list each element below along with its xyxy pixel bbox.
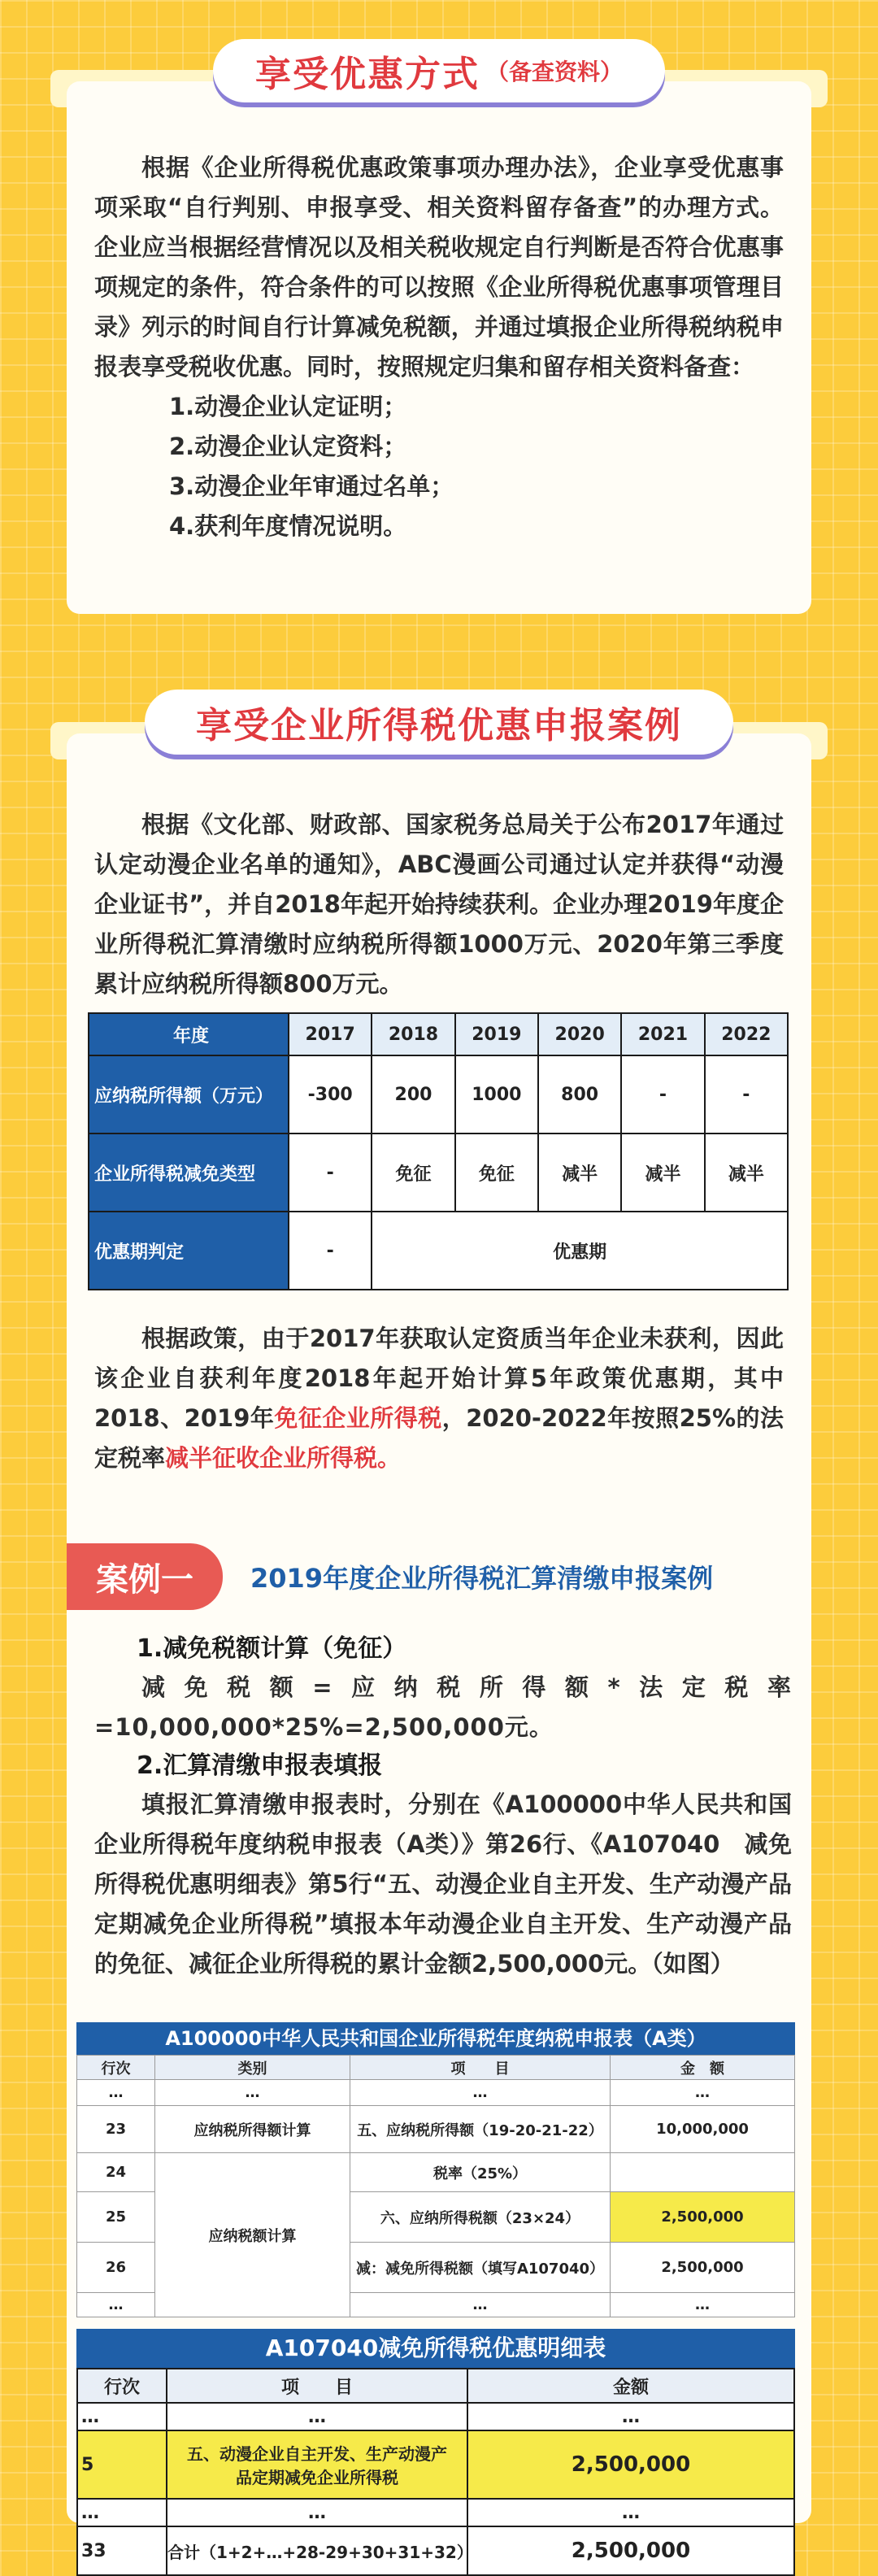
ellipsis-cell: …	[77, 2293, 155, 2317]
section1-card	[67, 81, 811, 614]
type-cell: 减半	[538, 1134, 621, 1212]
section1-paragraph: 根据《企业所得税优惠政策事项办理办法》，企业享受优惠事项采取“自行判别、申报享受、相关资料留存备查”的办理方式。企业应当根据经营情况以及相关税收规定自行判断是否符合优惠事项规定的条件，符合条件的可以按照《企业所得税优惠事项管理目录》列示的时间自行计算减免税额，并通过填报企业所得税纳税申报表享受税收优惠。同时，按照规定归集和留存相关资料备查：	[94, 154, 784, 381]
list-item: 2.动漫企业认定资料；	[169, 433, 407, 460]
amount-cell	[611, 2153, 795, 2192]
type-cell: 免征	[372, 1134, 454, 1212]
list-item: 4.获利年度情况说明。	[169, 512, 407, 540]
col-header: 项 目	[167, 2369, 467, 2403]
ellipsis-cell: …	[467, 2403, 794, 2430]
table-row	[77, 2369, 794, 2403]
table-row-highlight	[77, 2430, 794, 2499]
case1-heading1: 1.减免税额计算（免征）	[137, 1634, 407, 1663]
table-row	[77, 2403, 794, 2430]
year-cell: 2022	[705, 1013, 788, 1055]
row-no: 25	[77, 2192, 155, 2243]
section2-intro	[94, 805, 784, 1004]
table-row	[77, 2153, 795, 2192]
amount-cell: 2,500,000	[467, 2526, 794, 2575]
item-cell: 合计（1+2+…+28-29+30+31+32）	[167, 2526, 467, 2575]
table-row	[77, 2080, 795, 2106]
case1-heading2: 2.汇算清缴申报表填报	[137, 1751, 383, 1780]
row-label-period: 优惠期判定	[89, 1212, 289, 1290]
case1-paragraph: 填报汇算清缴申报表时，分别在《A100000中华人民共和国企业所得税年度纳税申报表（A类）》第26行、《A107040 减免所得税优惠明细表》第5行“五、动漫企业自主开发、生产动漫产品定期减免企业所得税”填报本年动漫企业自主开发、生产动漫产品的免征、减征企业所得税的累计金额2,500,000元。（如图）	[94, 1791, 792, 1978]
row-label-income: 应纳税所得额（万元）	[89, 1055, 289, 1134]
list-item: 3.动漫企业年审通过名单；	[169, 472, 454, 500]
income-cell: 200	[372, 1055, 454, 1134]
row-no: 26	[77, 2243, 155, 2293]
case1-formula: 减免税额=应纳税所得额*法定税率=10,000,000*25%=2,500,000元。	[94, 1673, 792, 1741]
row-no: 33	[77, 2526, 167, 2575]
row-no: 23	[77, 2106, 155, 2153]
income-cell: -	[705, 1055, 788, 1134]
item-cell: 减：减免所得税额（填写A107040）	[350, 2243, 611, 2293]
amount-cell-highlight: 2,500,000	[611, 2192, 795, 2243]
section1-subtitle: （备查资料）	[485, 59, 623, 85]
table-row	[77, 2106, 795, 2153]
table-row	[89, 1013, 788, 1055]
col-header: 行次	[77, 2056, 155, 2080]
row-no: 24	[77, 2153, 155, 2192]
row-label-type: 企业所得税减免类型	[89, 1134, 289, 1212]
year-cell: 2019	[455, 1013, 538, 1055]
table-row	[89, 1212, 788, 1290]
section2-paragraph1: 根据《文化部、财政部、国家税务总局关于公布2017年通过认定动漫企业名单的通知》，ABC漫画公司通过认定并获得“动漫企业证书”，并自2018年起开始持续获利。企业办理2019年度企业所得税汇算清缴时应纳税所得额1000万元、2020年第三季度累计应纳税所得额800万元。	[94, 811, 784, 998]
type-cell: 减半	[705, 1134, 788, 1212]
ellipsis-cell: …	[77, 2403, 167, 2430]
section1-body	[94, 148, 784, 546]
col-header: 金额	[467, 2369, 794, 2403]
period-cell: -	[289, 1212, 372, 1290]
a100000-table-title: A100000中华人民共和国企业所得税年度纳税申报表（A类）	[76, 2022, 795, 2055]
ellipsis-cell: …	[167, 2403, 467, 2430]
year-cell: 2018	[372, 1013, 454, 1055]
year-cell: 2021	[621, 1013, 704, 1055]
table-gap	[76, 2317, 795, 2329]
section2-paragraph2	[94, 1319, 784, 1478]
policy-highlight-exempt: 免征企业所得税	[274, 1404, 442, 1432]
row-no: 5	[77, 2430, 167, 2499]
ellipsis-cell: …	[611, 2080, 795, 2106]
table-row	[77, 2056, 795, 2080]
a100000-table	[76, 2055, 795, 2317]
col-header: 项 目	[350, 2056, 611, 2080]
header-year: 年度	[89, 1013, 289, 1055]
income-cell: -	[621, 1055, 704, 1134]
income-cell: 800	[538, 1055, 621, 1134]
table-row	[77, 2526, 794, 2575]
a100000-table-wrap	[76, 2022, 795, 2576]
policy-highlight-half: 减半征收企业所得税。	[165, 1444, 402, 1472]
col-header: 行次	[77, 2369, 167, 2403]
a107040-table	[76, 2368, 795, 2576]
category-cell: 应纳税额计算	[155, 2153, 350, 2317]
ellipsis-cell: …	[350, 2293, 611, 2317]
ellipsis-cell: …	[467, 2499, 794, 2526]
item-cell: 五、动漫企业自主开发、生产动漫产品定期减免企业所得税	[167, 2430, 467, 2499]
section2-title: 享受企业所得税优惠申报案例	[196, 705, 682, 746]
table-row	[77, 2499, 794, 2526]
income-cell: -300	[289, 1055, 372, 1134]
years-table	[88, 1012, 789, 1290]
type-cell: 免征	[455, 1134, 538, 1212]
case-title: 2019年度企业所得税汇算清缴申报案例	[250, 1563, 714, 1594]
amount-cell: 2,500,000	[611, 2243, 795, 2293]
list-item: 1.动漫企业认定证明；	[169, 393, 407, 420]
year-cell: 2017	[289, 1013, 372, 1055]
amount-cell: 10,000,000	[611, 2106, 795, 2153]
ellipsis-cell: …	[167, 2499, 467, 2526]
item-cell: 六、应纳所得税额（23×24）	[350, 2192, 611, 2243]
col-header: 类别	[155, 2056, 350, 2080]
ellipsis-cell: …	[611, 2293, 795, 2317]
table-row	[89, 1055, 788, 1134]
case-badge: 案例一	[67, 1543, 223, 1610]
col-header: 金 额	[611, 2056, 795, 2080]
section1-title-pill	[213, 39, 665, 102]
ellipsis-cell: …	[155, 2080, 350, 2106]
ellipsis-cell: …	[350, 2080, 611, 2106]
policy-text	[94, 1319, 784, 1478]
period-span-cell: 优惠期	[372, 1212, 788, 1290]
table-row	[89, 1134, 788, 1212]
case1-body	[94, 1630, 792, 1984]
type-cell: -	[289, 1134, 372, 1212]
type-cell: 减半	[621, 1134, 704, 1212]
income-cell: 1000	[455, 1055, 538, 1134]
category-cell: 应纳税所得额计算	[155, 2106, 350, 2153]
year-cell: 2020	[538, 1013, 621, 1055]
policy-text-b: ，2020-2022年按照25%的法定税率	[94, 1404, 784, 1472]
item-cell: 五、应纳税所得额（19-20-21-22）	[350, 2106, 611, 2153]
ellipsis-cell: …	[77, 2499, 167, 2526]
ellipsis-cell: …	[77, 2080, 155, 2106]
amount-cell: 2,500,000	[467, 2430, 794, 2499]
a107040-table-title: A107040减免所得税优惠明细表	[76, 2329, 795, 2368]
policy-text-a: 根据政策，由于2017年获取认定资质当年企业未获利，因此该企业自获利年度2018年起开始计算5年政策优惠期，其中2018、2019年	[94, 1325, 784, 1432]
item-cell: 税率（25%）	[350, 2153, 611, 2192]
section1-title: 享受优惠方式	[254, 54, 480, 95]
section2-title-pill	[145, 690, 733, 755]
